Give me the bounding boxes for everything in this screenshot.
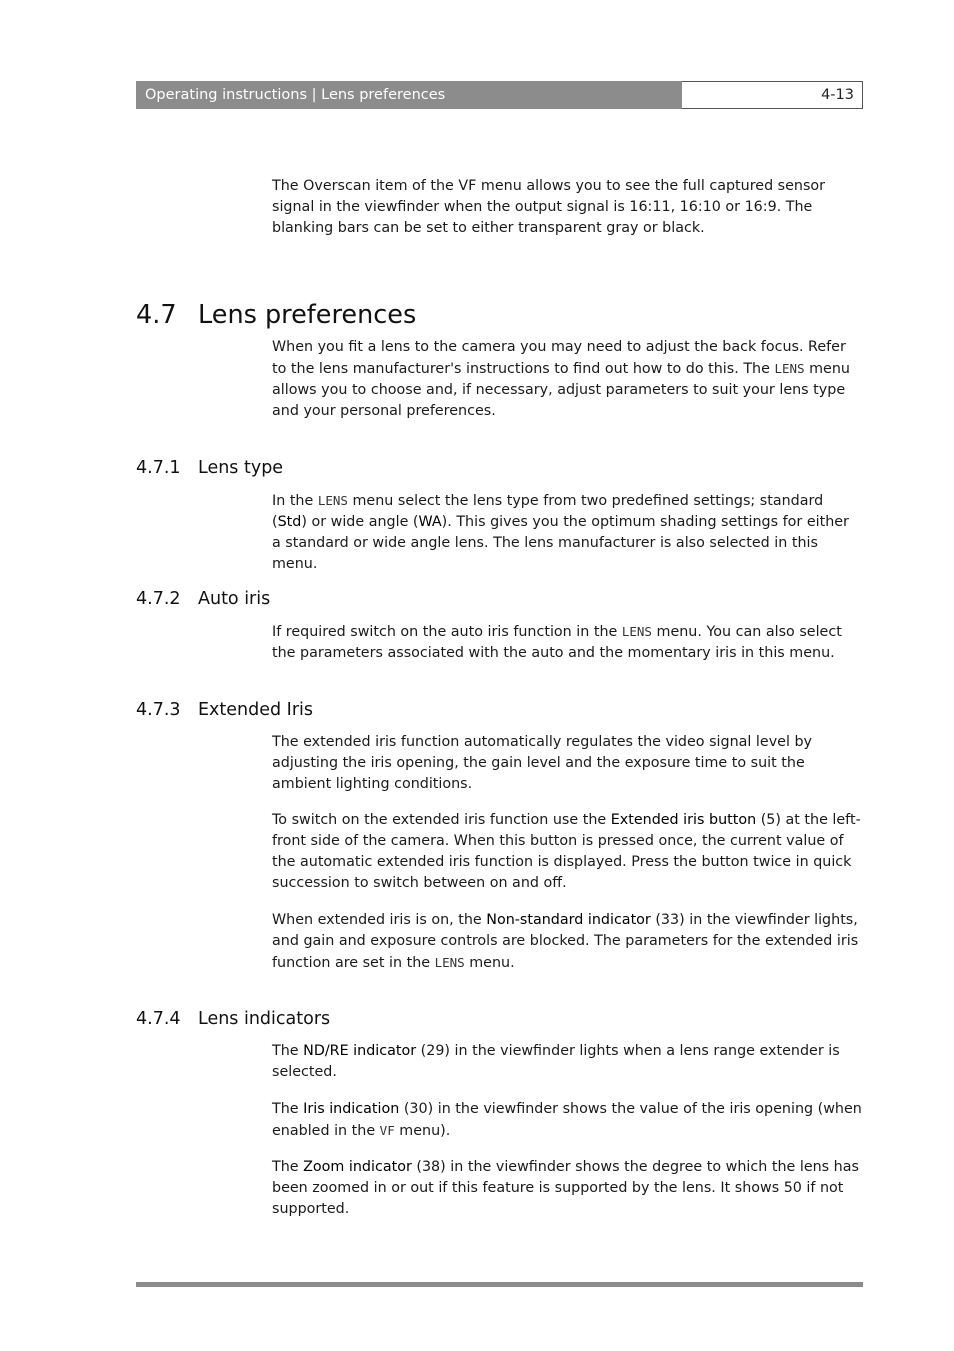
section-title: Lens indicators <box>198 1009 331 1029</box>
text-span: (29) in the viewfinder lights when a lens range extender is selected. <box>272 1043 840 1080</box>
text-span: menu. <box>464 955 515 971</box>
section-number: 4.7.3 <box>136 700 181 720</box>
lens-indicators-paragraph-3 <box>272 1157 862 1220</box>
text-span: menu select the lens type from two predefined settings; standard ( <box>272 493 824 530</box>
menu-name: LENS <box>317 493 348 508</box>
nd-re-indicator-label: ND/RE indicator <box>303 1043 417 1059</box>
text-span: To switch on the extended iris function use the <box>272 812 611 828</box>
extended-iris-paragraph-3 <box>272 910 862 974</box>
text-span: ). This gives you the optimum shading settings for either a standard or wide angle lens. The lens manufacturer is also selected in this menu. <box>272 514 849 572</box>
extended-iris-paragraph-2 <box>272 810 862 894</box>
setting-wa: WA <box>418 514 442 530</box>
lens-type-paragraph <box>272 490 862 575</box>
section-title: Extended Iris <box>198 700 314 720</box>
footer-divider <box>136 1282 863 1287</box>
text-span: When extended iris is on, the <box>272 912 487 928</box>
menu-name: VF <box>379 1123 395 1138</box>
zoom-indicator-label: Zoom indicator <box>303 1159 412 1175</box>
lens-preferences-paragraph <box>272 337 862 422</box>
text-span: When you fit a lens to the camera you may need to adjust the back focus. Refer to the lens manufacturer's instructions to find out how to do this. The <box>272 339 846 377</box>
text-span: In the <box>272 493 318 509</box>
section-title: Lens type <box>198 458 284 478</box>
lens-indicators-paragraph-1 <box>272 1041 862 1083</box>
text-span: ) or wide angle ( <box>301 514 419 530</box>
section-heading-4-7-4 <box>136 1009 330 1029</box>
page-number: 4-13 <box>682 81 863 109</box>
text-span: menu allows you to choose and, if necessary, adjust parameters to suit your lens type and your personal preferences. <box>272 361 850 419</box>
text-span: The <box>272 1159 304 1175</box>
section-heading-4-7-3 <box>136 700 313 720</box>
menu-name: LENS <box>621 624 652 639</box>
menu-name: LENS <box>774 361 805 376</box>
text-span: The <box>272 1101 304 1117</box>
non-standard-indicator-label: Non-standard indicator <box>486 912 651 928</box>
section-title: Auto iris <box>198 589 271 609</box>
extended-iris-paragraph-1: The extended iris function automatically regulates the video signal level by adjusting the iris opening, the gain level and the exposure time to suit the ambient lighting conditions. <box>272 734 813 792</box>
text-span: The <box>272 1043 304 1059</box>
iris-indication-label: Iris indication <box>303 1101 400 1117</box>
section-heading-4-7-2 <box>136 589 270 609</box>
page-header <box>136 81 863 109</box>
header-title: Operating instructions | Lens preferences <box>136 81 682 109</box>
section-heading-4-7 <box>136 300 416 330</box>
section-number: 4.7.1 <box>136 458 181 478</box>
text-span: menu. You can also select the parameters associated with the auto and the momentary iris in this menu. <box>272 624 842 661</box>
section-heading-4-7-1 <box>136 458 283 478</box>
lens-indicators-paragraph-2 <box>272 1099 862 1142</box>
text-span: (30) in the viewfinder shows the value of the iris opening (when enabled in the <box>272 1101 862 1139</box>
setting-std: Std <box>277 514 302 530</box>
section-number: 4.7 <box>136 300 177 330</box>
text-span: (33) in the viewfinder lights, and gain and exposure controls are blocked. The parameters for the extended iris function are set in the <box>272 912 859 971</box>
text-span: If required switch on the auto iris function in the <box>272 624 622 640</box>
section-number: 4.7.4 <box>136 1009 181 1029</box>
extended-iris-button-label: Extended iris button <box>610 812 757 828</box>
intro-paragraph: The Overscan item of the VF menu allows you to see the full captured sensor signal in the viewfinder when the output signal is 16:11, 16:10 or 16:9. The blanking bars can be set to either transparent gray or black. <box>272 178 826 236</box>
text-span: (5) at the left-front side of the camera. When this button is pressed once, the current value of the automatic extended iris function is displayed. Press the button twice in quick succession to switch between on and off. <box>272 812 861 891</box>
text-span: menu). <box>394 1123 451 1139</box>
menu-name: LENS <box>434 955 465 970</box>
auto-iris-paragraph <box>272 621 862 664</box>
section-number: 4.7.2 <box>136 589 181 609</box>
section-title: Lens preferences <box>198 300 417 330</box>
text-span: (38) in the viewfinder shows the degree to which the lens has been zoomed in or out if this feature is supported by the lens. It shows 50 if not supported. <box>272 1159 859 1217</box>
